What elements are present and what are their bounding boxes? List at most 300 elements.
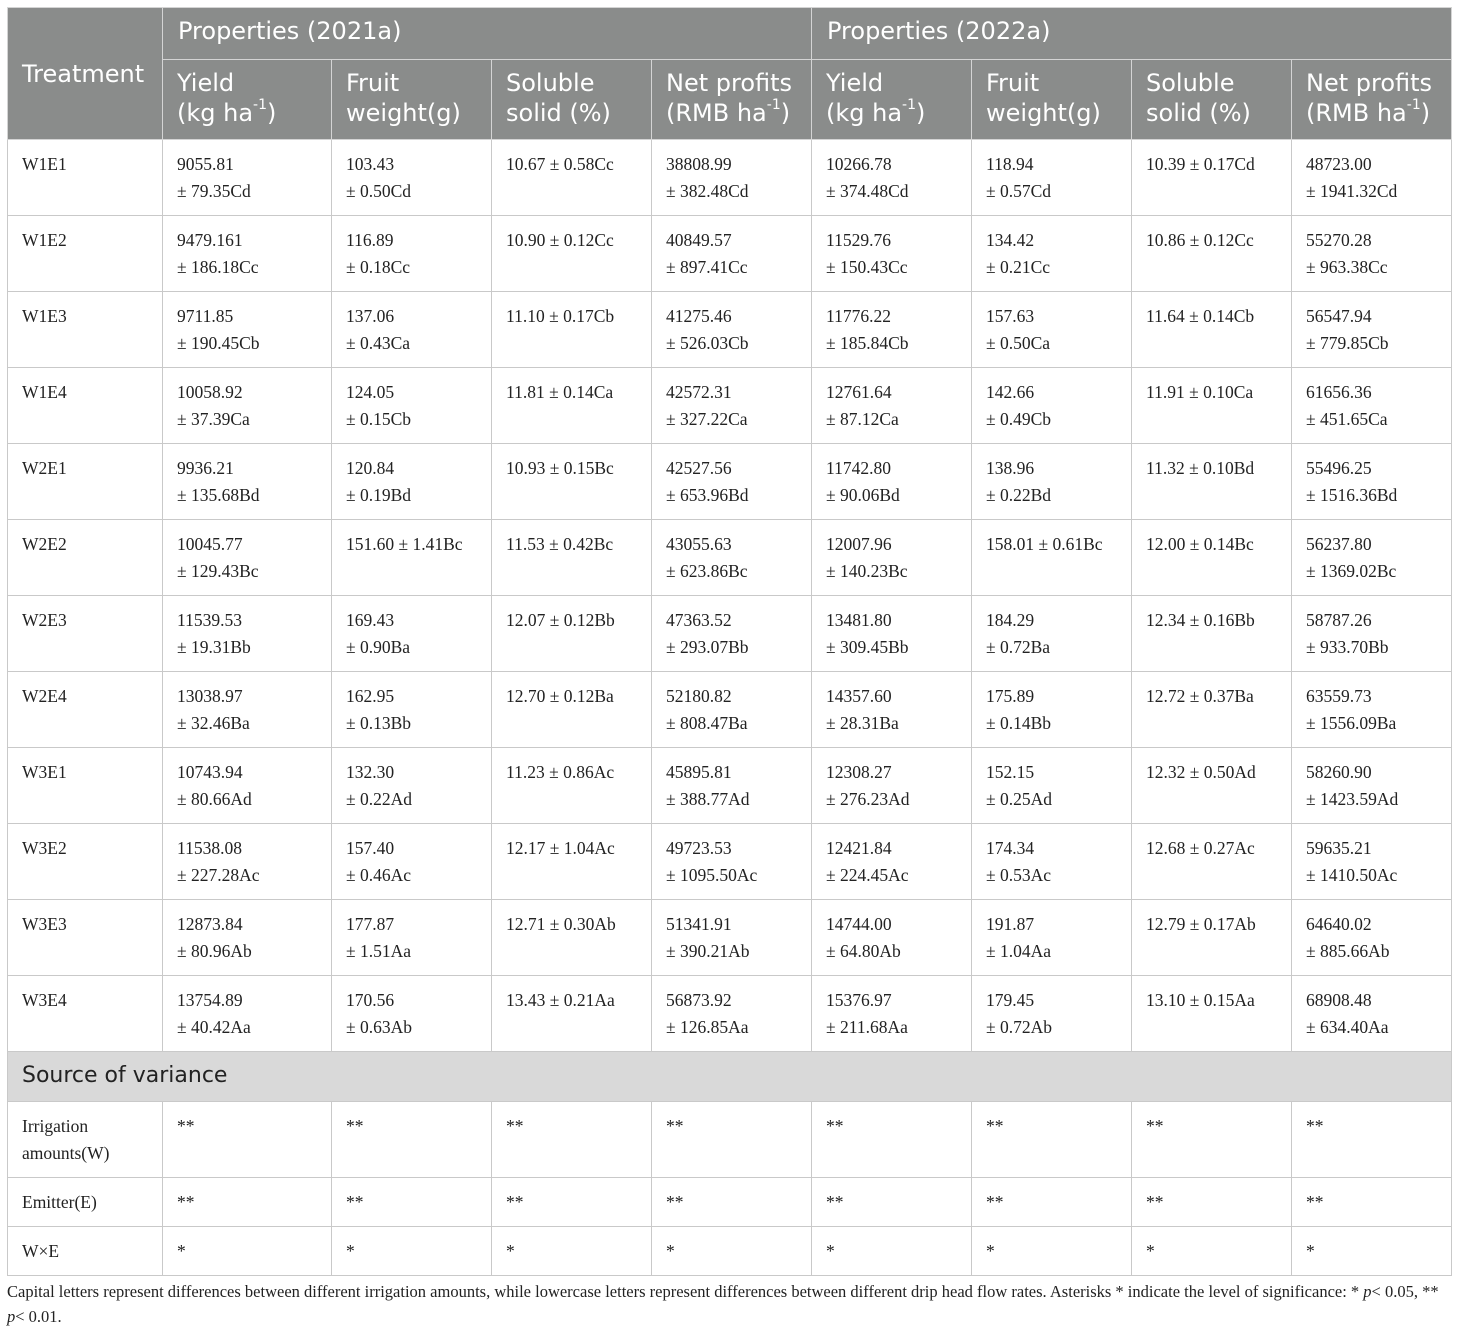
column-header-sup: -1 (253, 97, 268, 114)
value-mean: 11776.22 (826, 306, 891, 326)
value-mean: 134.42 (986, 230, 1035, 250)
value-error: ± 0.19Bd (346, 485, 412, 505)
value-cell (332, 140, 492, 216)
treatment-cell: W3E4 (8, 976, 163, 1052)
value-mean: 12.68 ± 0.27Ac (1146, 838, 1255, 858)
value-cell (652, 672, 812, 748)
value-error: ± 0.50Ca (986, 333, 1051, 353)
value-cell (1132, 596, 1292, 672)
value-cell (1292, 292, 1452, 368)
value-cell (163, 140, 332, 216)
value-cell (972, 824, 1132, 900)
value-cell (332, 596, 492, 672)
value-cell (652, 520, 812, 596)
value-mean: 47363.52 (666, 610, 732, 630)
column-header-line1: Yield (177, 69, 235, 98)
value-error: ± 1410.50Ac (1306, 865, 1398, 885)
value-cell (163, 292, 332, 368)
significance-cell: ** (1132, 1178, 1292, 1227)
value-mean: 137.06 (346, 306, 395, 326)
value-mean: 11538.08 (177, 838, 242, 858)
value-cell (332, 444, 492, 520)
column-header-tail: ) (267, 99, 277, 128)
value-cell (972, 672, 1132, 748)
value-mean: 56237.80 (1306, 534, 1372, 554)
significance-cell: * (812, 1227, 972, 1276)
value-cell (1292, 140, 1452, 216)
value-error: ± 0.57Cd (986, 181, 1052, 201)
variance-section-row (8, 1052, 1452, 1102)
value-error: ± 634.40Aa (1306, 1017, 1389, 1037)
value-error: ± 653.96Bd (666, 485, 749, 505)
column-header-line1: Soluble (1146, 69, 1235, 98)
value-mean: 56873.92 (666, 990, 732, 1010)
column-header-line2: solid (%) (1146, 99, 1251, 128)
value-cell (492, 596, 652, 672)
value-mean: 158.01 ± 0.61Bc (986, 534, 1103, 554)
significance-cell: ** (972, 1178, 1132, 1227)
value-cell (332, 520, 492, 596)
value-cell (812, 216, 972, 292)
value-cell (1132, 520, 1292, 596)
variance-section-title: Source of variance (8, 1052, 1452, 1102)
value-cell (972, 748, 1132, 824)
value-mean: 10045.77 (177, 534, 243, 554)
value-cell (163, 672, 332, 748)
value-error: ± 186.18Cc (177, 257, 259, 277)
value-mean: 132.30 (346, 762, 395, 782)
significance-cell: ** (492, 1178, 652, 1227)
footnote-p-2: p (7, 1307, 16, 1326)
value-error: ± 390.21Ab (666, 941, 750, 961)
group-header-2021: Properties (2021a) (163, 8, 812, 60)
value-cell (332, 824, 492, 900)
value-cell (1292, 368, 1452, 444)
value-cell (163, 900, 332, 976)
value-mean: 41275.46 (666, 306, 732, 326)
value-cell (1132, 672, 1292, 748)
treatment-cell: W1E1 (8, 140, 163, 216)
table-row (8, 900, 1452, 976)
value-mean: 169.43 (346, 610, 395, 630)
value-mean: 10.86 ± 0.12Cc (1146, 230, 1254, 250)
value-cell (1292, 672, 1452, 748)
value-cell (1292, 976, 1452, 1052)
value-error: ± 0.21Cc (986, 257, 1051, 277)
value-mean: 174.34 (986, 838, 1035, 858)
value-cell (492, 520, 652, 596)
significance-cell: ** (972, 1102, 1132, 1178)
value-mean: 103.43 (346, 154, 395, 174)
significance-cell: ** (652, 1178, 812, 1227)
value-cell (1132, 216, 1292, 292)
value-error: ± 293.07Bb (666, 637, 749, 657)
value-cell (1132, 900, 1292, 976)
significance-cell: * (1132, 1227, 1292, 1276)
significance-cell: ** (163, 1178, 332, 1227)
value-error: ± 80.66Ad (177, 789, 252, 809)
column-header-line2: (kg ha (177, 99, 254, 128)
value-error: ± 129.43Bc (177, 561, 259, 581)
value-mean: 10266.78 (826, 154, 892, 174)
significance-cell: * (972, 1227, 1132, 1276)
value-cell (163, 596, 332, 672)
significance-cell: ** (812, 1102, 972, 1178)
value-mean: 12.07 ± 0.12Bb (506, 610, 615, 630)
value-mean: 12.32 ± 0.50Ad (1146, 762, 1256, 782)
value-error: ± 1556.09Ba (1306, 713, 1397, 733)
column-header (1292, 60, 1452, 140)
value-mean: 179.45 (986, 990, 1035, 1010)
value-mean: 151.60 ± 1.41Bc (346, 534, 463, 554)
value-mean: 52180.82 (666, 686, 732, 706)
value-mean: 184.29 (986, 610, 1035, 630)
value-cell (332, 976, 492, 1052)
value-error: ± 897.41Cc (666, 257, 748, 277)
value-cell (492, 824, 652, 900)
column-header-line1: Net profits (1306, 69, 1433, 98)
column-header-sup: -1 (1406, 97, 1421, 114)
significance-cell: ** (1132, 1102, 1292, 1178)
value-cell (812, 596, 972, 672)
value-cell (163, 216, 332, 292)
value-cell (332, 672, 492, 748)
value-error: ± 87.12Ca (826, 409, 899, 429)
value-error: ± 623.86Bc (666, 561, 748, 581)
value-error: ± 37.39Ca (177, 409, 250, 429)
value-mean: 10.67 ± 0.58Cc (506, 154, 614, 174)
significance-cell: ** (1292, 1178, 1452, 1227)
value-mean: 11529.76 (826, 230, 891, 250)
value-cell (972, 976, 1132, 1052)
value-cell (492, 140, 652, 216)
value-cell (972, 596, 1132, 672)
value-cell (1132, 824, 1292, 900)
variance-row (8, 1102, 1452, 1178)
value-mean: 9479.161 (177, 230, 243, 250)
value-mean: 12308.27 (826, 762, 892, 782)
column-header-tail: ) (780, 99, 791, 128)
value-mean: 64640.02 (1306, 914, 1372, 934)
value-cell (972, 520, 1132, 596)
treatment-cell: W2E2 (8, 520, 163, 596)
value-cell (492, 900, 652, 976)
value-cell (652, 824, 812, 900)
value-mean: 12.70 ± 0.12Ba (506, 686, 614, 706)
value-mean: 12873.84 (177, 914, 243, 934)
value-cell (1132, 140, 1292, 216)
footnote-text-2: < 0.05, ** (1371, 1282, 1439, 1301)
value-mean: 13481.80 (826, 610, 892, 630)
variance-row (8, 1227, 1452, 1276)
value-error: ± 0.72Ab (986, 1017, 1052, 1037)
value-error: ± 28.31Ba (826, 713, 899, 733)
table-row (8, 976, 1452, 1052)
value-mean: 9055.81 (177, 154, 234, 174)
value-mean: 175.89 (986, 686, 1035, 706)
value-mean: 10.90 ± 0.12Cc (506, 230, 614, 250)
value-cell (332, 748, 492, 824)
column-header-line2: (RMB ha (666, 99, 767, 128)
value-error: ± 140.23Bc (826, 561, 908, 581)
value-mean: 11.10 ± 0.17Cb (506, 306, 615, 326)
column-header-line1: Soluble (506, 69, 595, 98)
value-mean: 11.91 ± 0.10Ca (1146, 382, 1254, 402)
value-mean: 116.89 (346, 230, 394, 250)
variance-label (8, 1178, 163, 1227)
treatment-cell: W1E4 (8, 368, 163, 444)
footnote-text-3: < 0.01. (15, 1307, 62, 1326)
value-mean: 38808.99 (666, 154, 732, 174)
value-cell (812, 900, 972, 976)
column-header (972, 60, 1132, 140)
column-header-line2: weight(g) (346, 99, 461, 128)
value-cell (972, 368, 1132, 444)
value-cell (652, 140, 812, 216)
value-error: ± 808.47Ba (666, 713, 748, 733)
value-cell (972, 900, 1132, 976)
value-mean: 10058.92 (177, 382, 243, 402)
variance-label (8, 1227, 163, 1276)
value-cell (492, 672, 652, 748)
value-mean: 55496.25 (1306, 458, 1372, 478)
table-row (8, 216, 1452, 292)
value-cell (812, 292, 972, 368)
value-mean: 11.23 ± 0.86Ac (506, 762, 615, 782)
value-error: ± 211.68Aa (826, 1017, 908, 1037)
value-cell (652, 748, 812, 824)
value-error: ± 526.03Cb (666, 333, 749, 353)
value-mean: 13038.97 (177, 686, 243, 706)
table-row (8, 140, 1452, 216)
value-mean: 11.32 ± 0.10Bd (1146, 458, 1255, 478)
value-cell (972, 140, 1132, 216)
value-error: ± 1369.02Bc (1306, 561, 1397, 581)
value-mean: 152.15 (986, 762, 1035, 782)
value-mean: 13754.89 (177, 990, 243, 1010)
value-mean: 12007.96 (826, 534, 892, 554)
value-error: ± 0.46Ac (346, 865, 412, 885)
value-error: ± 40.42Aa (177, 1017, 251, 1037)
value-mean: 15376.97 (826, 990, 892, 1010)
value-cell (652, 976, 812, 1052)
value-error: ± 0.53Ac (986, 865, 1052, 885)
value-error: ± 150.43Cc (826, 257, 908, 277)
value-mean: 55270.28 (1306, 230, 1372, 250)
value-error: ± 0.15Cb (346, 409, 412, 429)
value-error: ± 0.14Bb (986, 713, 1052, 733)
value-cell (492, 292, 652, 368)
column-header-sup: -1 (902, 97, 917, 114)
value-cell (812, 748, 972, 824)
column-header-tail: ) (1420, 99, 1431, 128)
value-error: ± 190.45Cb (177, 333, 260, 353)
value-error: ± 126.85Aa (666, 1017, 749, 1037)
column-header-tail: ) (916, 99, 926, 128)
column-header (492, 60, 652, 140)
value-cell (492, 216, 652, 292)
value-mean: 11.64 ± 0.14Cb (1146, 306, 1255, 326)
value-cell (1292, 596, 1452, 672)
value-cell (812, 368, 972, 444)
value-error: ± 382.48Cd (666, 181, 749, 201)
value-error: ± 0.25Ad (986, 789, 1052, 809)
column-header (163, 60, 332, 140)
value-error: ± 227.28Ac (177, 865, 260, 885)
column-header-line2: (RMB ha (1306, 99, 1407, 128)
variance-label-line1: Irrigation (22, 1116, 89, 1136)
value-error: ± 0.43Ca (346, 333, 411, 353)
value-cell (1132, 444, 1292, 520)
value-error: ± 0.49Cb (986, 409, 1052, 429)
significance-cell: ** (652, 1102, 812, 1178)
value-cell (652, 444, 812, 520)
value-cell (812, 444, 972, 520)
table-row (8, 444, 1452, 520)
value-error: ± 451.65Ca (1306, 409, 1388, 429)
treatment-cell: W1E2 (8, 216, 163, 292)
value-error: ± 0.18Cc (346, 257, 411, 277)
table-header (8, 8, 1452, 140)
value-cell (812, 976, 972, 1052)
value-mean: 9936.21 (177, 458, 234, 478)
significance-cell: * (332, 1227, 492, 1276)
value-mean: 12.17 ± 1.04Ac (506, 838, 615, 858)
footnote-text-1: Capital letters represent differences between different irrigation amounts, while lowercase letters represent differences between different drip head flow rates. Asterisks * indicate the level of significance: * (7, 1282, 1364, 1301)
variance-label-line1: Emitter(E) (22, 1192, 97, 1212)
value-cell (1292, 824, 1452, 900)
column-header-sup: -1 (766, 97, 781, 114)
value-cell (163, 976, 332, 1052)
value-cell (972, 444, 1132, 520)
footnote-p-1: p (1363, 1282, 1372, 1301)
significance-cell: ** (332, 1178, 492, 1227)
value-error: ± 0.90Ba (346, 637, 411, 657)
value-error: ± 276.23Ad (826, 789, 910, 809)
value-error: ± 185.84Cb (826, 333, 909, 353)
column-header-line1: Fruit (986, 69, 1040, 98)
treatment-cell: W3E3 (8, 900, 163, 976)
column-header-line1: Net profits (666, 69, 793, 98)
significance-cell: * (652, 1227, 812, 1276)
value-error: ± 963.38Cc (1306, 257, 1388, 277)
value-error: ± 0.63Ab (346, 1017, 412, 1037)
significance-cell: * (492, 1227, 652, 1276)
column-header-line2: weight(g) (986, 99, 1101, 128)
value-cell (1292, 216, 1452, 292)
value-error: ± 327.22Ca (666, 409, 748, 429)
value-error: ± 933.70Bb (1306, 637, 1389, 657)
value-cell (1132, 976, 1292, 1052)
table-row (8, 368, 1452, 444)
value-cell (652, 292, 812, 368)
treatment-cell: W2E3 (8, 596, 163, 672)
value-mean: 58787.26 (1306, 610, 1372, 630)
value-mean: 10743.94 (177, 762, 243, 782)
value-error: ± 135.68Bd (177, 485, 260, 505)
value-mean: 10.93 ± 0.15Bc (506, 458, 614, 478)
value-mean: 11.53 ± 0.42Bc (506, 534, 614, 554)
value-mean: 162.95 (346, 686, 395, 706)
value-mean: 10.39 ± 0.17Cd (1146, 154, 1255, 174)
value-error: ± 0.22Ad (346, 789, 412, 809)
value-mean: 42572.31 (666, 382, 732, 402)
value-mean: 12761.64 (826, 382, 892, 402)
value-cell (1292, 520, 1452, 596)
value-mean: 9711.85 (177, 306, 234, 326)
value-mean: 11539.53 (177, 610, 242, 630)
column-header-row (8, 60, 1452, 140)
value-error: ± 224.45Ac (826, 865, 909, 885)
value-mean: 12.34 ± 0.16Bb (1146, 610, 1255, 630)
column-header (812, 60, 972, 140)
value-cell (972, 292, 1132, 368)
value-cell (812, 824, 972, 900)
value-cell (492, 976, 652, 1052)
table-row (8, 596, 1452, 672)
value-error: ± 374.48Cd (826, 181, 909, 201)
table-row (8, 748, 1452, 824)
value-mean: 61656.36 (1306, 382, 1372, 402)
variance-label-line1: W×E (22, 1241, 60, 1261)
value-mean: 45895.81 (666, 762, 732, 782)
value-cell (652, 596, 812, 672)
treatment-header: Treatment (8, 8, 163, 140)
significance-cell: ** (163, 1102, 332, 1178)
value-mean: 12421.84 (826, 838, 892, 858)
value-cell (1292, 444, 1452, 520)
variance-label-line2: amounts(W) (22, 1143, 110, 1163)
value-mean: 49723.53 (666, 838, 732, 858)
column-header (332, 60, 492, 140)
table-row (8, 672, 1452, 748)
value-mean: 142.66 (986, 382, 1035, 402)
value-cell (1132, 292, 1292, 368)
value-cell (492, 368, 652, 444)
table-body (8, 140, 1452, 1276)
value-error: ± 779.85Cb (1306, 333, 1389, 353)
value-error: ± 0.13Bb (346, 713, 412, 733)
treatment-cell: W2E1 (8, 444, 163, 520)
table-row (8, 824, 1452, 900)
value-mean: 51341.91 (666, 914, 732, 934)
column-header-line1: Yield (826, 69, 884, 98)
significance-cell: * (163, 1227, 332, 1276)
value-cell (1292, 900, 1452, 976)
value-mean: 157.63 (986, 306, 1035, 326)
value-cell (652, 368, 812, 444)
value-mean: 12.00 ± 0.14Bc (1146, 534, 1254, 554)
significance-cell: ** (1292, 1102, 1452, 1178)
value-cell (332, 216, 492, 292)
value-error: ± 1.51Aa (346, 941, 412, 961)
column-header-line2: solid (%) (506, 99, 611, 128)
table-row (8, 292, 1452, 368)
value-error: ± 79.35Cd (177, 181, 251, 201)
value-mean: 42527.56 (666, 458, 732, 478)
value-mean: 177.87 (346, 914, 395, 934)
treatment-cell: W3E1 (8, 748, 163, 824)
value-error: ± 1941.32Cd (1306, 181, 1398, 201)
value-mean: 14744.00 (826, 914, 892, 934)
value-cell (163, 520, 332, 596)
value-cell (812, 520, 972, 596)
value-cell (652, 216, 812, 292)
value-mean: 11.81 ± 0.14Ca (506, 382, 614, 402)
results-table (7, 7, 1452, 1276)
value-cell (332, 292, 492, 368)
value-error: ± 1095.50Ac (666, 865, 758, 885)
